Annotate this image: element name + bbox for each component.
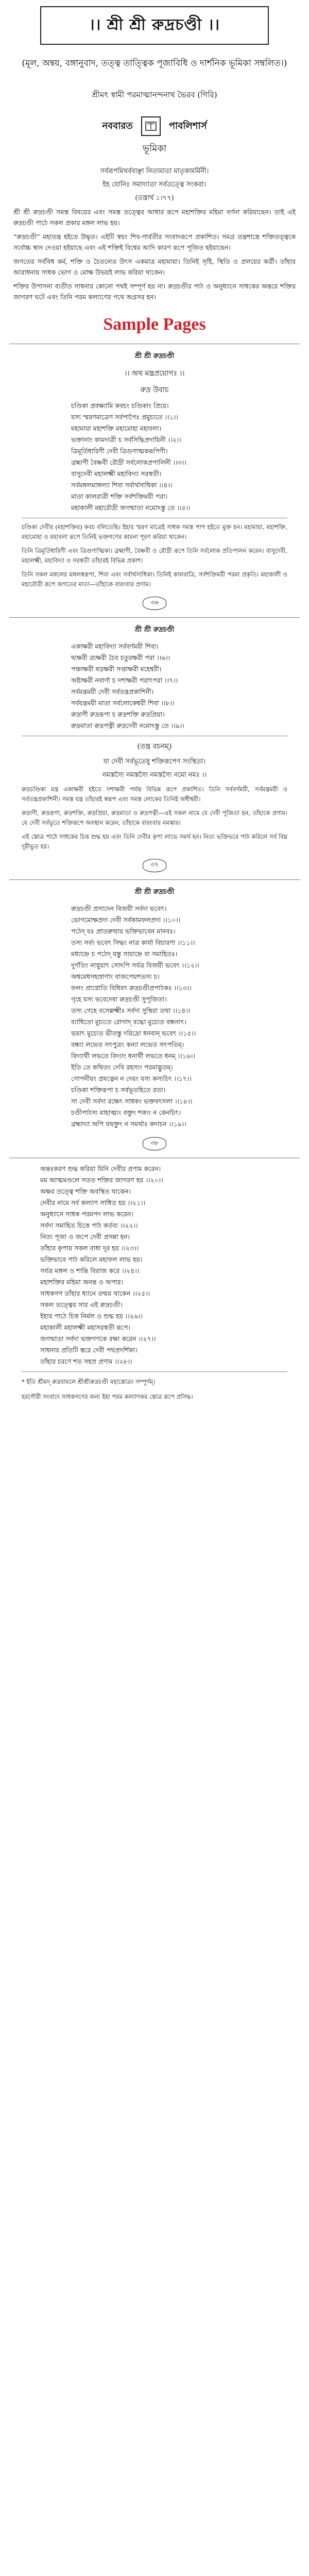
sample-page-38 <box>9 879 300 1150</box>
running-head: শ্রী শ্রী রুদ্রচণ্ডী <box>134 352 175 360</box>
verse-line: একাক্ষরী মহাবিদ্যা সর্ববর্ণময়ী শিবা। <box>71 642 159 650</box>
verse-line: ব্রহ্মাণী বৈষ্ণবী রৌদ্রী সর্বলোকপ্রপালিনী ।।৩।। <box>71 459 186 466</box>
intro-verse <box>0 166 309 204</box>
verse-line: ভক্তানাং কামদাত্রী চ সর্বসিদ্ধিপ্রদায়িনী ।।২।। <box>71 436 181 444</box>
verse-line: দেবীর নামে সর্ব কল্যাণ সাধিত হয় ।।২১।। <box>40 1199 145 1207</box>
commentary-paragraph: রুদ্রচণ্ডিকা মন্ত্র একাক্ষরী হইতে দশাক্ষরী পর্যন্ত বিভিন্ন রূপে প্রকাশিত। তিনি সর্ববর্ণময়ী, সর্বমন্ত্রময়ী ও সর্বতন্ত্রপ্রকাশিনী। সমস্ত যন্ত্র তাঁহারই স্বরূপ এবং সমস্ত লোকের তিনিই অধীশ্বরী। <box>22 786 287 803</box>
verse-line: পঠেদ্‌ যঃ প্রাতরুত্থায় ভক্তিভাবেন মানবঃ। <box>71 927 176 935</box>
page-number-label: ৩৬ <box>143 597 166 610</box>
intro-paragraph: শ্রী শ্রী রুদ্রচণ্ডী সমস্ত বিষয়ের এবং সমস্ত তত্ত্বের আধার রূপে মহাশক্তির মহিমা বর্ণনা করিয়াছেন। তাই এই রুদ্রচণ্ডী পাঠে সকল প্রকার মঙ্গল লাভ হয়। <box>13 208 296 227</box>
verse-line: অক্ষর তত্ত্বে শক্তি অবস্থিত থাকেন। <box>40 1188 131 1195</box>
intro-paragraph: “রুদ্রচণ্ডী” মহাতন্ত্র হইতে উদ্ধৃত। এইটি স্বয়ং শিব-পার্বতীর সংবাদরূপে প্রকাশিত। সমগ্র তন্ত্রশাস্ত্রে শক্তিতত্ত্বকে সর্বোচ্চ স্থান দেওয়া হইয়াছে এবং এই শক্তিই বিশ্বের আদি কারণ রূপে পূজিত হইয়াছেন। <box>13 233 296 251</box>
verse-line: মহামায়া মহাশক্তি মহামোহা মহাবলা। <box>71 425 162 432</box>
verse-line: জগন্মাতা সর্বদা ভক্তগণকে রক্ষা করেন ।।২৭।। <box>40 1335 156 1343</box>
verse-line: ইতি তে কথিতং দেবি রহস্যং পরমাদ্ভুতম্‌। <box>71 1063 173 1071</box>
running-head: শ্রী শ্রী রুদ্রচণ্ডী <box>134 626 175 634</box>
verse-line: মহাশক্তির মহিমা অনন্ত ও অপার। <box>40 1278 124 1286</box>
verse-line: সর্বত্র মঙ্গল ও শান্তি বিরাজ করে ।।২৪।। <box>40 1267 140 1275</box>
verse-line: ফলং প্রাপ্নোতি বিধিবৎ রুদ্রচণ্ডীপ্রপাঠকঃ ।।১৩।। <box>71 984 192 992</box>
publisher-name-left: নববারত <box>102 120 133 131</box>
verse-line: মাতা কালরাত্রী শক্তি সর্বশক্তিময়ী পরা। <box>71 493 168 500</box>
verse-line: বিদ্যার্থী লভতে বিদ্যাং ধনার্থী লভতে ধনম্‌ ।।১৬।। <box>71 1052 195 1060</box>
verse-line: অশ্বমেধসহস্রাণাং বাজপেয়শতস্য চ। <box>71 973 160 980</box>
intro-paragraph: শক্তির উপাসনা ব্যতীত সাধনার কোনো পথই সম্পূর্ণ হয় না। রুদ্রচণ্ডীর পাঠ ও অনুধ্যানে সাধকের অন্তরে শক্তির জাগরণ ঘটে এবং তিনি পরম কল্যাণের পথে অগ্রসর হন। <box>13 282 296 301</box>
intro-paragraph: জগতের সর্ববিধ কর্ম, শক্তি ও চৈতন্যের উৎস একমাত্র মহামায়া। তিনিই সৃষ্টি, স্থিতি ও প্রলয়ের কর্ত্রী। তাঁহার আরাধনায় সাধক ভোগ ও মোক্ষ উভয়ই লাভ করিয়া থাকেন। <box>13 258 296 276</box>
verse-line: রুদ্রচণ্ডী প্রসাদেন বিজয়ী সর্বদা ভবেৎ। <box>71 905 167 912</box>
verse-line: বাসুদেবী মহালক্ষ্মী মহাবিদ্যা সরস্বতী। <box>71 470 162 478</box>
verse-line: অষ্টাক্ষরী নবার্ণা চ দশাক্ষরী পরাৎপরা ।।৭।। <box>71 676 178 684</box>
book-subtitle: (মূল, অন্বয়, বঙ্গানুবাদ, তত্ত্ব তাত্ত্বিক পূজাবিধি ও দার্শনিক ভূমিকা সম্বলিত।) <box>22 58 287 69</box>
verse-line: ভোগমোক্ষপ্রদা দেবী সর্বকামফলপ্রদা ।।১০।। <box>71 916 181 924</box>
verse-line: সকল তত্ত্বের সার এই রুদ্রচণ্ডী। <box>40 1301 123 1309</box>
intro-verse-line: সর্বরূপমিথর্ববাঞ্ছা নিত্যমাতা মাতৃকামর্মিনী। <box>100 167 209 175</box>
verse-label: (তন্ত্র বচনম্‌) <box>137 742 172 751</box>
verse-line: গৃহে যস্য ভবেদেষা রুদ্রচণ্ডী সুপূজিতা। <box>71 995 167 1003</box>
verse-line: গোপনীয়ং প্রযত্নেন ন দেয়ং যস্য কস্যচিৎ ।।১৭।। <box>71 1075 192 1082</box>
verse-line: চণ্ডিকা প্রবক্ষ্যামি কবচং চণ্ডিকাং প্রিয়ে। <box>71 402 169 410</box>
verse-line: চণ্ডীপাঠস্য মাহাত্ম্যং বক্তুং শক্যং ন কেনচিৎ। <box>71 1109 181 1116</box>
editor-name: শ্রীমৎ স্বামী পরমাত্মানন্দনাথ ভৈরব (গিরি) <box>92 90 217 99</box>
commentary-paragraph: রুদ্রাণী, রুদ্ররূপা, রুদ্রশক্তি, রুদ্রপ্রিয়া, রুদ্রমাতা ও রুদ্রপত্নী—এই সকল নামে যে দেবী পূজিতা হন, তাঁহাকে প্রণাম। যে দেবী সর্বভূতে শক্তিরূপে অবস্থান করেন, তাঁহাকে বারংবার নমস্কার। <box>22 809 287 826</box>
verse-line: সর্বযন্ত্রময়ী মাতা সর্বলোকেশ্বরী শিবা ।।৮।। <box>71 699 175 707</box>
intro-body <box>0 207 309 302</box>
book-title: ।। শ্রী শ্রী রুদ্রচণ্ডী ।। <box>40 6 269 45</box>
verse-line: যস্য স্মরণমাত্রেণ সর্বপাপৈঃ প্রমুচ্যতে ।।১।। <box>71 413 178 421</box>
commentary-paragraph: তিনি সকল মঙ্গলের মঙ্গলস্বরূপা, শিবা এবং সর্বার্থসাধিকা। তিনিই কালরাত্রি, সর্বশক্তিময়ী পরমা প্রকৃতি। মহাকালী ও মহারৌদ্রী রূপে জগতের মাতা—তাঁহাকে বারংবার প্রণাম। <box>22 571 287 588</box>
publisher-name-right: পাবলিশার্স <box>168 120 207 131</box>
verse-line: সর্বদা সমাহিত চিত্তে পাঠ কর্তব্য ।।২২।। <box>40 1222 138 1229</box>
publisher-logo-icon <box>141 116 161 136</box>
verse-line: মহাকালী মহালক্ষ্মী মহাসরস্বতী রূপে। <box>40 1324 131 1331</box>
sample-page-39 <box>9 1158 300 1402</box>
verse-line: নিত্য পূজা ও জপে দেবী প্রসন্না হন। <box>40 1233 130 1241</box>
section-heading: ।। অথ মন্ত্রপ্রয়োগঃ ।। <box>124 369 185 378</box>
verse-line: তস্য সর্বং ভবেৎ সিদ্ধং নাত্র কার্যা বিচারণা ।।১১।। <box>71 939 195 946</box>
verse-line: ব্রহ্মাদ্যা অপি যদ্বক্তুং ন সমর্থাঃ কদাচন ।।১৯।। <box>71 1120 186 1128</box>
sample-pages-label: Sample Pages <box>103 315 206 334</box>
page-number <box>9 597 300 610</box>
commentary-paragraph: এই স্তোত্র পাঠে সাধকের চিত্ত শুদ্ধ হয় এবং তিনি দেবীর কৃপা লাভে সমর্থ হন। নিত্য ভক্তিভরে পাঠ করিলে সর্ব বিঘ্ন দূরীভূত হয়। <box>22 833 287 850</box>
verse-line: তাঁহার চরণে শত সহস্র প্রণাম ।।২৮।। <box>40 1358 132 1365</box>
verse-line: ভয়াৎ মুচ্যেত ভীতস্তু দরিদ্রো ধনবান্‌ ভবেৎ ।।১৫।। <box>71 1029 196 1037</box>
footnote-line: হরগৌরী সংবাদে সাধকগণের জন্য ইহা পরম কল্যাণকর স্তোত্র রূপে প্রসিদ্ধ। <box>22 1393 193 1400</box>
commentary-paragraph: চণ্ডিকা দেবীর (মহাশক্তির) কবচ বলিতেছি। ইহার স্মরণ মাত্রেই সাধক সমস্ত পাপ হইতে মুক্ত হন। মহামায়া, মহাশক্তি, মহামোহা ও মহাবলা রূপে তিনিই ভক্তগণের কামনা পূরণ করিয়া থাকেন। <box>22 523 287 540</box>
running-head: শ্রী শ্রী রুদ্রচণ্ডী <box>134 888 175 896</box>
verse-line: রুদ্রাণী রুদ্ররূপা চ রুদ্রশক্তি রুদ্রপ্রিয়া। <box>71 710 165 718</box>
verse-line: সাধকগণ তাঁহার ধ্যানে তন্ময় থাকেন ।।২৫।। <box>40 1290 150 1297</box>
page-number <box>9 859 300 872</box>
page-number-label: ৩৮ <box>143 1137 166 1150</box>
verse-line: চণ্ডিকা শক্তিরূপা চ সর্বভূতহিতে রতা। <box>71 1086 166 1094</box>
verse-line: অন্তঃকরণ শুদ্ধ করিয়া যিনি দেবীর প্রণাম করেন। <box>40 1165 161 1173</box>
verse-line: দুর্গতিং নাপ্নুয়াৎ সোঽপি সর্বত্র বিজয়ী ভবেৎ ।।১২।। <box>71 961 199 969</box>
verse-line: রুদ্রমাতা রুদ্রপত্নী রুদ্রদেবী নমোঽস্তু তে ।।৯।। <box>71 722 184 730</box>
verse-line: পঞ্চাক্ষরী ষড়ক্ষরী সপ্তাক্ষরী মহেশ্বরী। <box>71 665 162 673</box>
verse-line: সাধনার প্রতিটি স্তরে দেবী পথপ্রদর্শিকা। <box>40 1346 138 1354</box>
verse-line: সা দেবী সর্বদা রক্ষেৎ সাধকং ভক্তবৎসলা ।।১৮।। <box>71 1097 193 1105</box>
verse-line: ভক্তিভাবে পাঠ করিলে মহাফল লাভ হয়। <box>40 1256 143 1263</box>
verse-line: তস্য গেহে বসেল্লক্ষ্মীঃ সর্বদা সুস্থিরা তথা ।।১৪।। <box>71 1007 191 1014</box>
commentary-paragraph: তিনি ত্রিমূর্তিধারিণী এবং ত্রিগুণাত্মিকা। ব্রহ্মাণী, বৈষ্ণবী ও রৌদ্রী রূপে তিনি সর্বলোক প্রতিপালন করেন। বাসুদেবী, মহালক্ষ্মী, মহাবিদ্যা ও সরস্বতী তাঁহারই বিভিন্ন প্রকাশ। <box>22 547 287 564</box>
page-number-label: ৩৭ <box>143 859 166 872</box>
verse-lines <box>40 1163 300 1367</box>
intro-verse-ref: (তন্ত্রার্থ ১।৭৭) <box>135 194 174 202</box>
verse-line: নমস্তস্যৈ নমস্তস্যৈ নমস্তস্যৈ নমো নমঃ ।। <box>102 771 207 779</box>
verse-line: অনুধ্যানে সাধক পরমপদ লাভ করেন। <box>40 1210 133 1218</box>
verse-lines <box>71 400 300 514</box>
verse-line: মম আত্মমণ্ডলে সতত শক্তির জাগরণ হয় ।।২০।। <box>40 1176 163 1184</box>
verse-line: ত্রিমূর্তিধারিণী দেবী ত্রিগুণাত্মকরূপিণী। <box>71 447 168 455</box>
verse-lines <box>71 903 300 1130</box>
verse-line: ইহার পাঠে চিত্ত নির্মল ও শুদ্ধ হয় ।।২৬।। <box>40 1312 143 1320</box>
verse-line: দ্ব্যক্ষরী ত্র্যক্ষরী চৈব চতুরক্ষরী পরা ।।৬।। <box>71 654 170 662</box>
sample-page-37 <box>9 617 300 872</box>
page-number <box>9 1137 300 1150</box>
section-subheading: রুদ্র উবাচ <box>140 386 169 394</box>
verse-line: সর্বমন্ত্রময়ী দেবী সর্বতন্ত্রপ্রকাশিনী। <box>71 688 154 696</box>
verse-line: ব্যাধিতো মুচ্যতে রোগাদ্‌ বদ্ধো মুচ্যেত বন্ধনাৎ। <box>71 1018 186 1026</box>
intro-heading: ভূমিকা <box>142 143 167 154</box>
footnote-line: * ইতি শ্রীমদ্‌ রুদ্রযামলে শ্রীশ্রীরুদ্রচণ্ডী মহাস্তোত্রং সম্পূর্ণম্‌। <box>22 1378 156 1385</box>
intro-verse-line: ইহ যোনিঃ সমাদ্যাতা সর্বতত্ত্বে সংকরা। <box>102 181 207 189</box>
verse-line: যা দেবী সর্বভূতেষু শক্তিরূপেণ সংস্থিতা। <box>103 758 206 766</box>
verse-line: মধ্যাহ্নে চ পঠেদ্‌ যস্তু সায়াহ্নে বা সমাহিতঃ। <box>71 950 178 958</box>
sample-page-36 <box>9 344 300 610</box>
verse-line: বন্ধ্যা লভেত সৎপুত্রং কন্যা লভেত সৎপতিম্‌। <box>71 1041 184 1048</box>
verse-line: তাঁহার কৃপায় সকল বাধা দূর হয় ।।২৩।। <box>40 1244 139 1252</box>
publisher-row <box>0 116 309 136</box>
verse-lines <box>71 641 300 732</box>
divider <box>22 1371 287 1372</box>
verse-line: সর্বমঙ্গলমাঙ্গল্যা শিবা সর্বার্থসাধিকা ।।৪।। <box>71 481 173 489</box>
verse-line: মহাকালী মহারৌদ্রী জগন্মাতা নমোঽস্তু তে ।।৫।। <box>71 504 191 512</box>
